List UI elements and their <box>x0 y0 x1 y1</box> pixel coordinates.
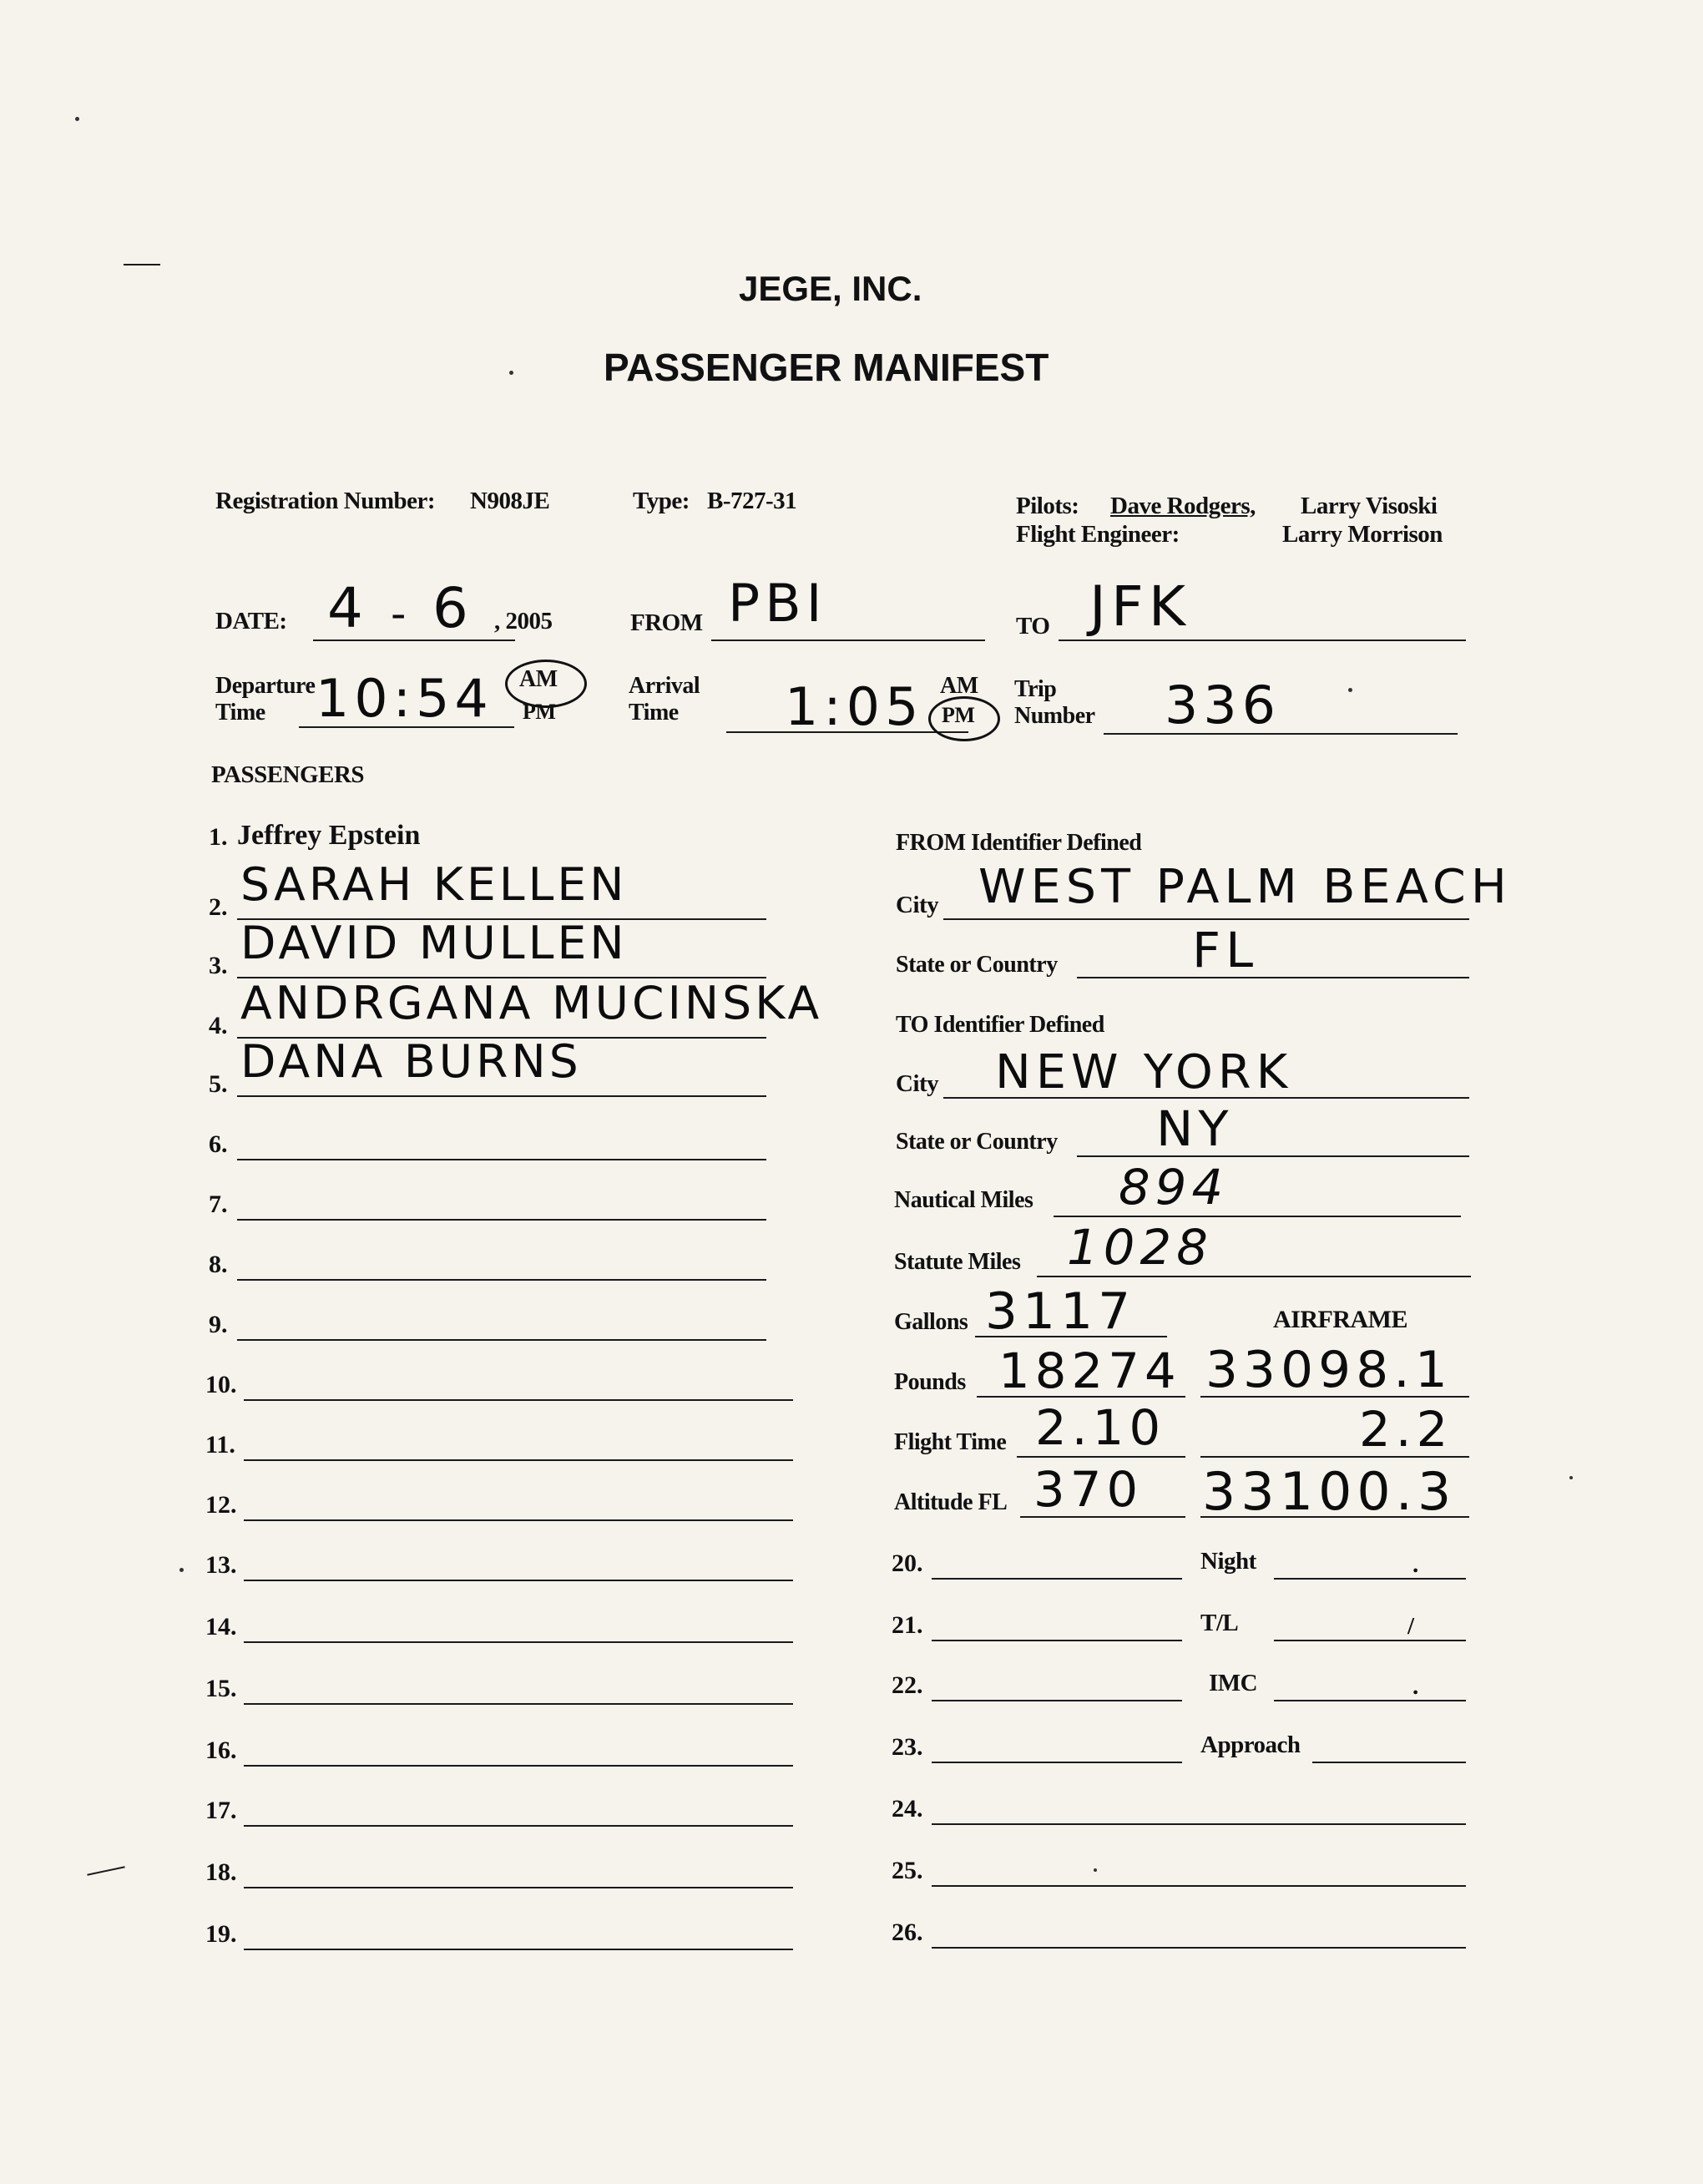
statute-miles-line <box>1037 1276 1471 1277</box>
extra-row-line <box>932 1578 1182 1580</box>
flight-time-label: Flight Time <box>894 1429 1007 1455</box>
extra-row-line <box>932 1885 1466 1887</box>
from-label: FROM <box>630 609 703 636</box>
departure-pm: PM <box>523 700 556 724</box>
extra-row-line <box>932 1700 1182 1701</box>
trip-number-value: 336 <box>1165 675 1281 736</box>
passenger-number: 15. <box>205 1675 237 1702</box>
to-city-label: City <box>896 1070 939 1097</box>
from-state-label: State or Country <box>896 952 1058 978</box>
passenger-name: SARAH KELLEN <box>240 858 628 911</box>
extra-row-number: 20. <box>892 1550 923 1577</box>
passenger-line <box>237 1159 766 1160</box>
airframe-1-value: 33098.1 <box>1205 1341 1453 1399</box>
arrival-am: AM <box>940 673 978 699</box>
departure-label-line-2: Time <box>215 700 265 725</box>
passenger-number: 8. <box>209 1251 228 1278</box>
passengers-heading: PASSENGERS <box>211 761 365 788</box>
arrival-label-line-2: Time <box>629 700 679 725</box>
airframe-2-value: 2.2 <box>1359 1401 1453 1458</box>
nautical-miles-line <box>1054 1216 1461 1217</box>
date-label: DATE: <box>215 608 287 634</box>
speck <box>1569 1476 1573 1479</box>
passenger-line <box>244 1765 793 1767</box>
extra-row-number: 23. <box>892 1733 923 1761</box>
passenger-number: 17. <box>205 1797 237 1824</box>
engineer-label: Flight Engineer: <box>1016 521 1180 548</box>
departure-label-line-1: Departure <box>215 673 316 699</box>
type-value: B-727-31 <box>707 488 797 514</box>
nautical-miles-label: Nautical Miles <box>894 1187 1033 1213</box>
departure-label <box>215 673 315 726</box>
passenger-name: DAVID MULLEN <box>240 917 628 969</box>
registration-value: N908JE <box>470 488 550 514</box>
margin-mark <box>87 1866 124 1876</box>
passenger-number: 19. <box>205 1920 237 1948</box>
extra-row-value-line <box>1312 1762 1466 1763</box>
passenger-name: Jeffrey Epstein <box>237 820 421 851</box>
departure-value: 10:54 <box>316 668 493 729</box>
departure-am: AM <box>519 666 558 692</box>
from-city-line <box>943 918 1469 920</box>
pounds-value: 18274 <box>998 1342 1181 1399</box>
passenger-line <box>244 1703 793 1705</box>
extra-row-mark: . <box>1412 1673 1418 1700</box>
passenger-number: 9. <box>209 1311 228 1338</box>
extra-row-line <box>932 1762 1182 1763</box>
trip-label-line-2: Number <box>1014 703 1095 729</box>
extra-row-line <box>932 1823 1466 1825</box>
passenger-line <box>244 1519 793 1521</box>
flight-time-value: 2.10 <box>1035 1399 1166 1456</box>
altitude-label: Altitude FL <box>894 1489 1008 1515</box>
altitude-value: 370 <box>1033 1461 1144 1518</box>
passenger-number: 7. <box>209 1191 228 1218</box>
passenger-line <box>237 1095 766 1097</box>
arrival-label-line-1: Arrival <box>629 673 700 699</box>
extra-row-line <box>932 1947 1466 1949</box>
passenger-number: 6. <box>209 1130 228 1158</box>
extra-row-label: Approach <box>1200 1732 1301 1758</box>
passenger-line <box>244 1459 793 1461</box>
from-city-label: City <box>896 892 939 918</box>
passenger-number: 4. <box>209 1012 228 1039</box>
gallons-label: Gallons <box>894 1309 968 1335</box>
flight-time-line <box>1017 1456 1185 1458</box>
engineer-value: Larry Morrison <box>1282 521 1443 548</box>
from-city-value: WEST PALM BEACH <box>978 860 1512 914</box>
from-value: PBI <box>728 573 827 634</box>
from-line <box>711 640 985 641</box>
extra-row-mark: . <box>1412 1551 1418 1578</box>
company-name: JEGE, INC. <box>739 269 922 308</box>
passenger-number: 1. <box>209 823 228 851</box>
passenger-number: 16. <box>205 1737 237 1764</box>
extra-row-number: 21. <box>892 1611 923 1639</box>
speck <box>1348 688 1352 692</box>
date-month: 4 <box>327 576 368 640</box>
statute-miles-label: Statute Miles <box>894 1249 1021 1275</box>
to-label: TO <box>1016 613 1050 640</box>
extra-row-number: 26. <box>892 1919 923 1946</box>
extra-row-value-line <box>1274 1700 1466 1701</box>
pilot-1: Dave Rodgers, <box>1110 493 1256 519</box>
from-state-value: FL <box>1192 922 1259 978</box>
from-identifier-heading: FROM Identifier Defined <box>896 830 1142 856</box>
extra-row-mark: / <box>1407 1613 1414 1640</box>
passenger-line <box>237 1219 766 1221</box>
speck <box>1094 1868 1097 1872</box>
to-state-line <box>1077 1155 1469 1157</box>
speck <box>75 117 79 121</box>
to-line <box>1059 640 1466 641</box>
passenger-line <box>244 1949 793 1950</box>
passenger-number: 14. <box>205 1613 237 1641</box>
to-state-value: NY <box>1156 1100 1234 1157</box>
gallons-value: 3117 <box>985 1282 1136 1341</box>
document-title: PASSENGER MANIFEST <box>604 346 1049 389</box>
to-identifier-heading: TO Identifier Defined <box>896 1012 1104 1038</box>
extra-row-label: Night <box>1200 1548 1256 1575</box>
airframe-label: AIRFRAME <box>1273 1306 1407 1333</box>
passenger-line <box>244 1825 793 1827</box>
extra-row-number: 22. <box>892 1671 923 1699</box>
passenger-line <box>244 1580 793 1581</box>
passenger-line <box>244 1399 793 1401</box>
passenger-number: 10. <box>205 1371 237 1398</box>
date-day: 6 <box>432 576 473 640</box>
to-value: JFK <box>1089 574 1191 639</box>
trip-number-label <box>1014 676 1095 730</box>
passenger-number: 12. <box>205 1491 237 1519</box>
passenger-line <box>237 1279 766 1281</box>
passenger-line <box>237 1339 766 1341</box>
extra-row-number: 25. <box>892 1857 923 1884</box>
extra-row-line <box>932 1640 1182 1641</box>
passenger-number: 3. <box>209 952 228 979</box>
date-separator: - <box>391 589 412 638</box>
to-state-label: State or Country <box>896 1129 1058 1155</box>
extra-row-label: T/L <box>1200 1610 1239 1636</box>
passenger-number: 18. <box>205 1858 237 1886</box>
extra-row-label: IMC <box>1209 1670 1258 1696</box>
passenger-number: 13. <box>205 1551 237 1579</box>
from-state-line <box>1077 977 1469 978</box>
passenger-line <box>244 1641 793 1643</box>
passenger-number: 5. <box>209 1070 228 1098</box>
passenger-name: ANDRGANA MUCINSKA <box>240 977 823 1029</box>
to-city-value: NEW YORK <box>995 1045 1293 1100</box>
extra-row-number: 24. <box>892 1795 923 1823</box>
passenger-number: 2. <box>209 893 228 921</box>
margin-mark <box>124 264 160 265</box>
passenger-name: DANA BURNS <box>240 1035 582 1088</box>
nautical-miles-value: 894 <box>1119 1159 1229 1216</box>
pilots-label: Pilots: <box>1016 493 1079 519</box>
extra-row-value-line <box>1274 1640 1466 1641</box>
registration-label: Registration Number: <box>215 488 436 514</box>
arrival-label <box>629 673 700 726</box>
airframe-3-value: 33100.3 <box>1202 1461 1457 1522</box>
passenger-line <box>244 1887 793 1888</box>
statute-miles-value: 1028 <box>1067 1219 1214 1276</box>
trip-label-line-1: Trip <box>1014 676 1057 702</box>
passenger-number: 11. <box>205 1431 235 1459</box>
arrival-value: 1:05 <box>785 676 924 737</box>
speck <box>179 1568 184 1572</box>
speck <box>509 371 513 375</box>
arrival-pm: PM <box>942 703 975 727</box>
date-year: , 2005 <box>494 608 553 634</box>
pilot-2: Larry Visoski <box>1301 493 1438 519</box>
pounds-label: Pounds <box>894 1369 966 1395</box>
extra-row-value-line <box>1274 1578 1466 1580</box>
type-label: Type: <box>633 488 690 514</box>
